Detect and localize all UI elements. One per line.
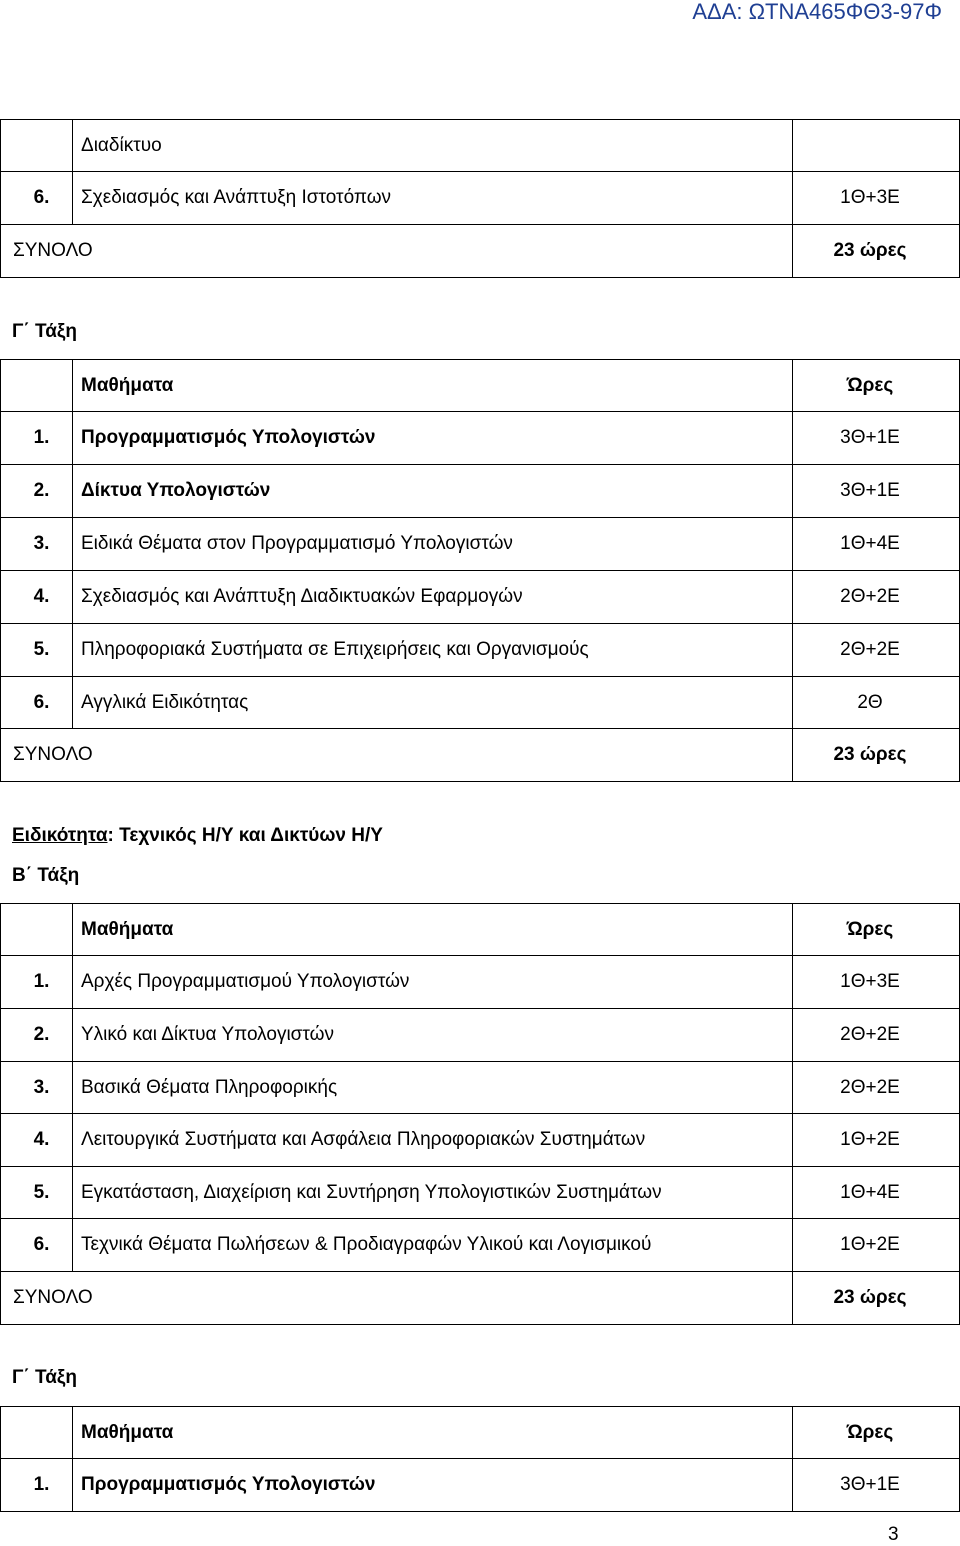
subject-name: Αρχές Προγραμματισμού Υπολογιστών (73, 956, 793, 1009)
curriculum-table-grade-c (0, 359, 960, 782)
subject-name: Σχεδιασμός και Ανάπτυξη Ιστοτόπων (73, 172, 793, 225)
curriculum-table-grade-c-2 (0, 1406, 960, 1512)
subject-cell: Διαδίκτυο (73, 120, 793, 172)
subject-hours: 2Θ+2Ε (793, 1062, 960, 1114)
row-number: 1. (1, 412, 73, 465)
row-number: 3. (1, 1062, 73, 1114)
total-label: ΣΥΝΟΛΟ (1, 729, 793, 782)
subject-name: Ειδικά Θέματα στον Προγραμματισμό Υπολογιστών (73, 518, 793, 571)
row-number: 6. (1, 1219, 73, 1272)
table-row (1, 1114, 960, 1167)
row-number: 3. (1, 518, 73, 571)
subject-hours: 3Θ+1Ε (793, 1459, 960, 1512)
subject-hours: 3Θ+1Ε (793, 412, 960, 465)
subject-name: Υλικό και Δίκτυα Υπολογιστών (73, 1009, 793, 1062)
number-cell (1, 120, 73, 172)
table-row (1, 1009, 960, 1062)
row-number: 6. (1, 677, 73, 729)
table-row (1, 172, 960, 225)
row-number: 4. (1, 1114, 73, 1167)
page-number: 3 (888, 1524, 899, 1545)
subject-name: Προγραμματισμός Υπολογιστών (73, 1459, 793, 1512)
subject-name: Προγραμματισμός Υπολογιστών (73, 412, 793, 465)
total-hours: 23 ώρες (793, 1272, 960, 1325)
class-heading: Γ΄ Τάξη (12, 321, 77, 342)
curriculum-table-continued (0, 119, 960, 278)
subject-hours: 3Θ+1Ε (793, 465, 960, 518)
table-row (1, 1219, 960, 1272)
table-row (1, 677, 960, 729)
total-hours: 23 ώρες (793, 729, 960, 782)
hours-header: Ώρες (793, 1407, 960, 1459)
hours-header: Ώρες (793, 904, 960, 956)
number-header (1, 904, 73, 956)
subject-hours: 2Θ (793, 677, 960, 729)
subjects-header: Μαθήματα (73, 904, 793, 956)
row-number: 2. (1, 465, 73, 518)
row-number: 6. (1, 172, 73, 225)
specialty-label: Ειδικότητα (12, 825, 108, 846)
specialty-heading (12, 825, 383, 847)
subject-name: Σχεδιασμός και Ανάπτυξη Διαδικτυακών Εφαρμογών (73, 571, 793, 624)
ada-identifier: ΑΔΑ: ΩΤΝΑ465ΦΘ3-97Φ (692, 0, 942, 24)
table-header-row (1, 360, 960, 412)
subject-name: Λειτουργικά Συστήματα και Ασφάλεια Πληροφοριακών Συστημάτων (73, 1114, 793, 1167)
subject-hours: 2Θ+2Ε (793, 1009, 960, 1062)
total-label: ΣΥΝΟΛΟ (1, 225, 793, 278)
subject-name: Βασικά Θέματα Πληροφορικής (73, 1062, 793, 1114)
total-label: ΣΥΝΟΛΟ (1, 1272, 793, 1325)
table-row (1, 1167, 960, 1219)
table-row (1, 624, 960, 677)
subject-hours: 1Θ+2Ε (793, 1114, 960, 1167)
number-header (1, 360, 73, 412)
row-number: 2. (1, 1009, 73, 1062)
subject-hours: 2Θ+2Ε (793, 571, 960, 624)
class-heading: Γ΄ Τάξη (12, 1367, 77, 1388)
subject-hours: 2Θ+2Ε (793, 624, 960, 677)
subjects-header: Μαθήματα (73, 1407, 793, 1459)
subject-name: Δίκτυα Υπολογιστών (73, 465, 793, 518)
subject-name: Πληροφοριακά Συστήματα σε Επιχειρήσεις και Οργανισμούς (73, 624, 793, 677)
class-heading: Β΄ Τάξη (12, 865, 80, 886)
table-row (1, 1459, 960, 1512)
table-row (1, 571, 960, 624)
table-row (1, 956, 960, 1009)
table-row (1, 120, 960, 172)
hours-header: Ώρες (793, 360, 960, 412)
row-number: 1. (1, 956, 73, 1009)
table-row (1, 412, 960, 465)
subject-hours: 1Θ+3Ε (793, 172, 960, 225)
total-row (1, 729, 960, 782)
subject-name: Αγγλικά Ειδικότητας (73, 677, 793, 729)
table-row (1, 518, 960, 571)
subject-hours: 1Θ+3Ε (793, 956, 960, 1009)
subject-hours: 1Θ+2Ε (793, 1219, 960, 1272)
number-header (1, 1407, 73, 1459)
subjects-header: Μαθήματα (73, 360, 793, 412)
curriculum-table-grade-b (0, 903, 960, 1325)
table-header-row (1, 904, 960, 956)
total-row (1, 1272, 960, 1325)
total-hours: 23 ώρες (793, 225, 960, 278)
total-row (1, 225, 960, 278)
row-number: 5. (1, 1167, 73, 1219)
subject-hours: 1Θ+4Ε (793, 518, 960, 571)
table-row (1, 1062, 960, 1114)
row-number: 1. (1, 1459, 73, 1512)
row-number: 5. (1, 624, 73, 677)
table-header-row (1, 1407, 960, 1459)
specialty-value: : Τεχνικός Η/Υ και Δικτύων Η/Υ (107, 825, 383, 846)
subject-hours: 1Θ+4Ε (793, 1167, 960, 1219)
row-number: 4. (1, 571, 73, 624)
subject-name: Εγκατάσταση, Διαχείριση και Συντήρηση Υπολογιστικών Συστημάτων (73, 1167, 793, 1219)
subject-name: Τεχνικά Θέματα Πωλήσεων & Προδιαγραφών Υλικού και Λογισμικού (73, 1219, 793, 1272)
hours-cell (793, 120, 960, 172)
table-row (1, 465, 960, 518)
